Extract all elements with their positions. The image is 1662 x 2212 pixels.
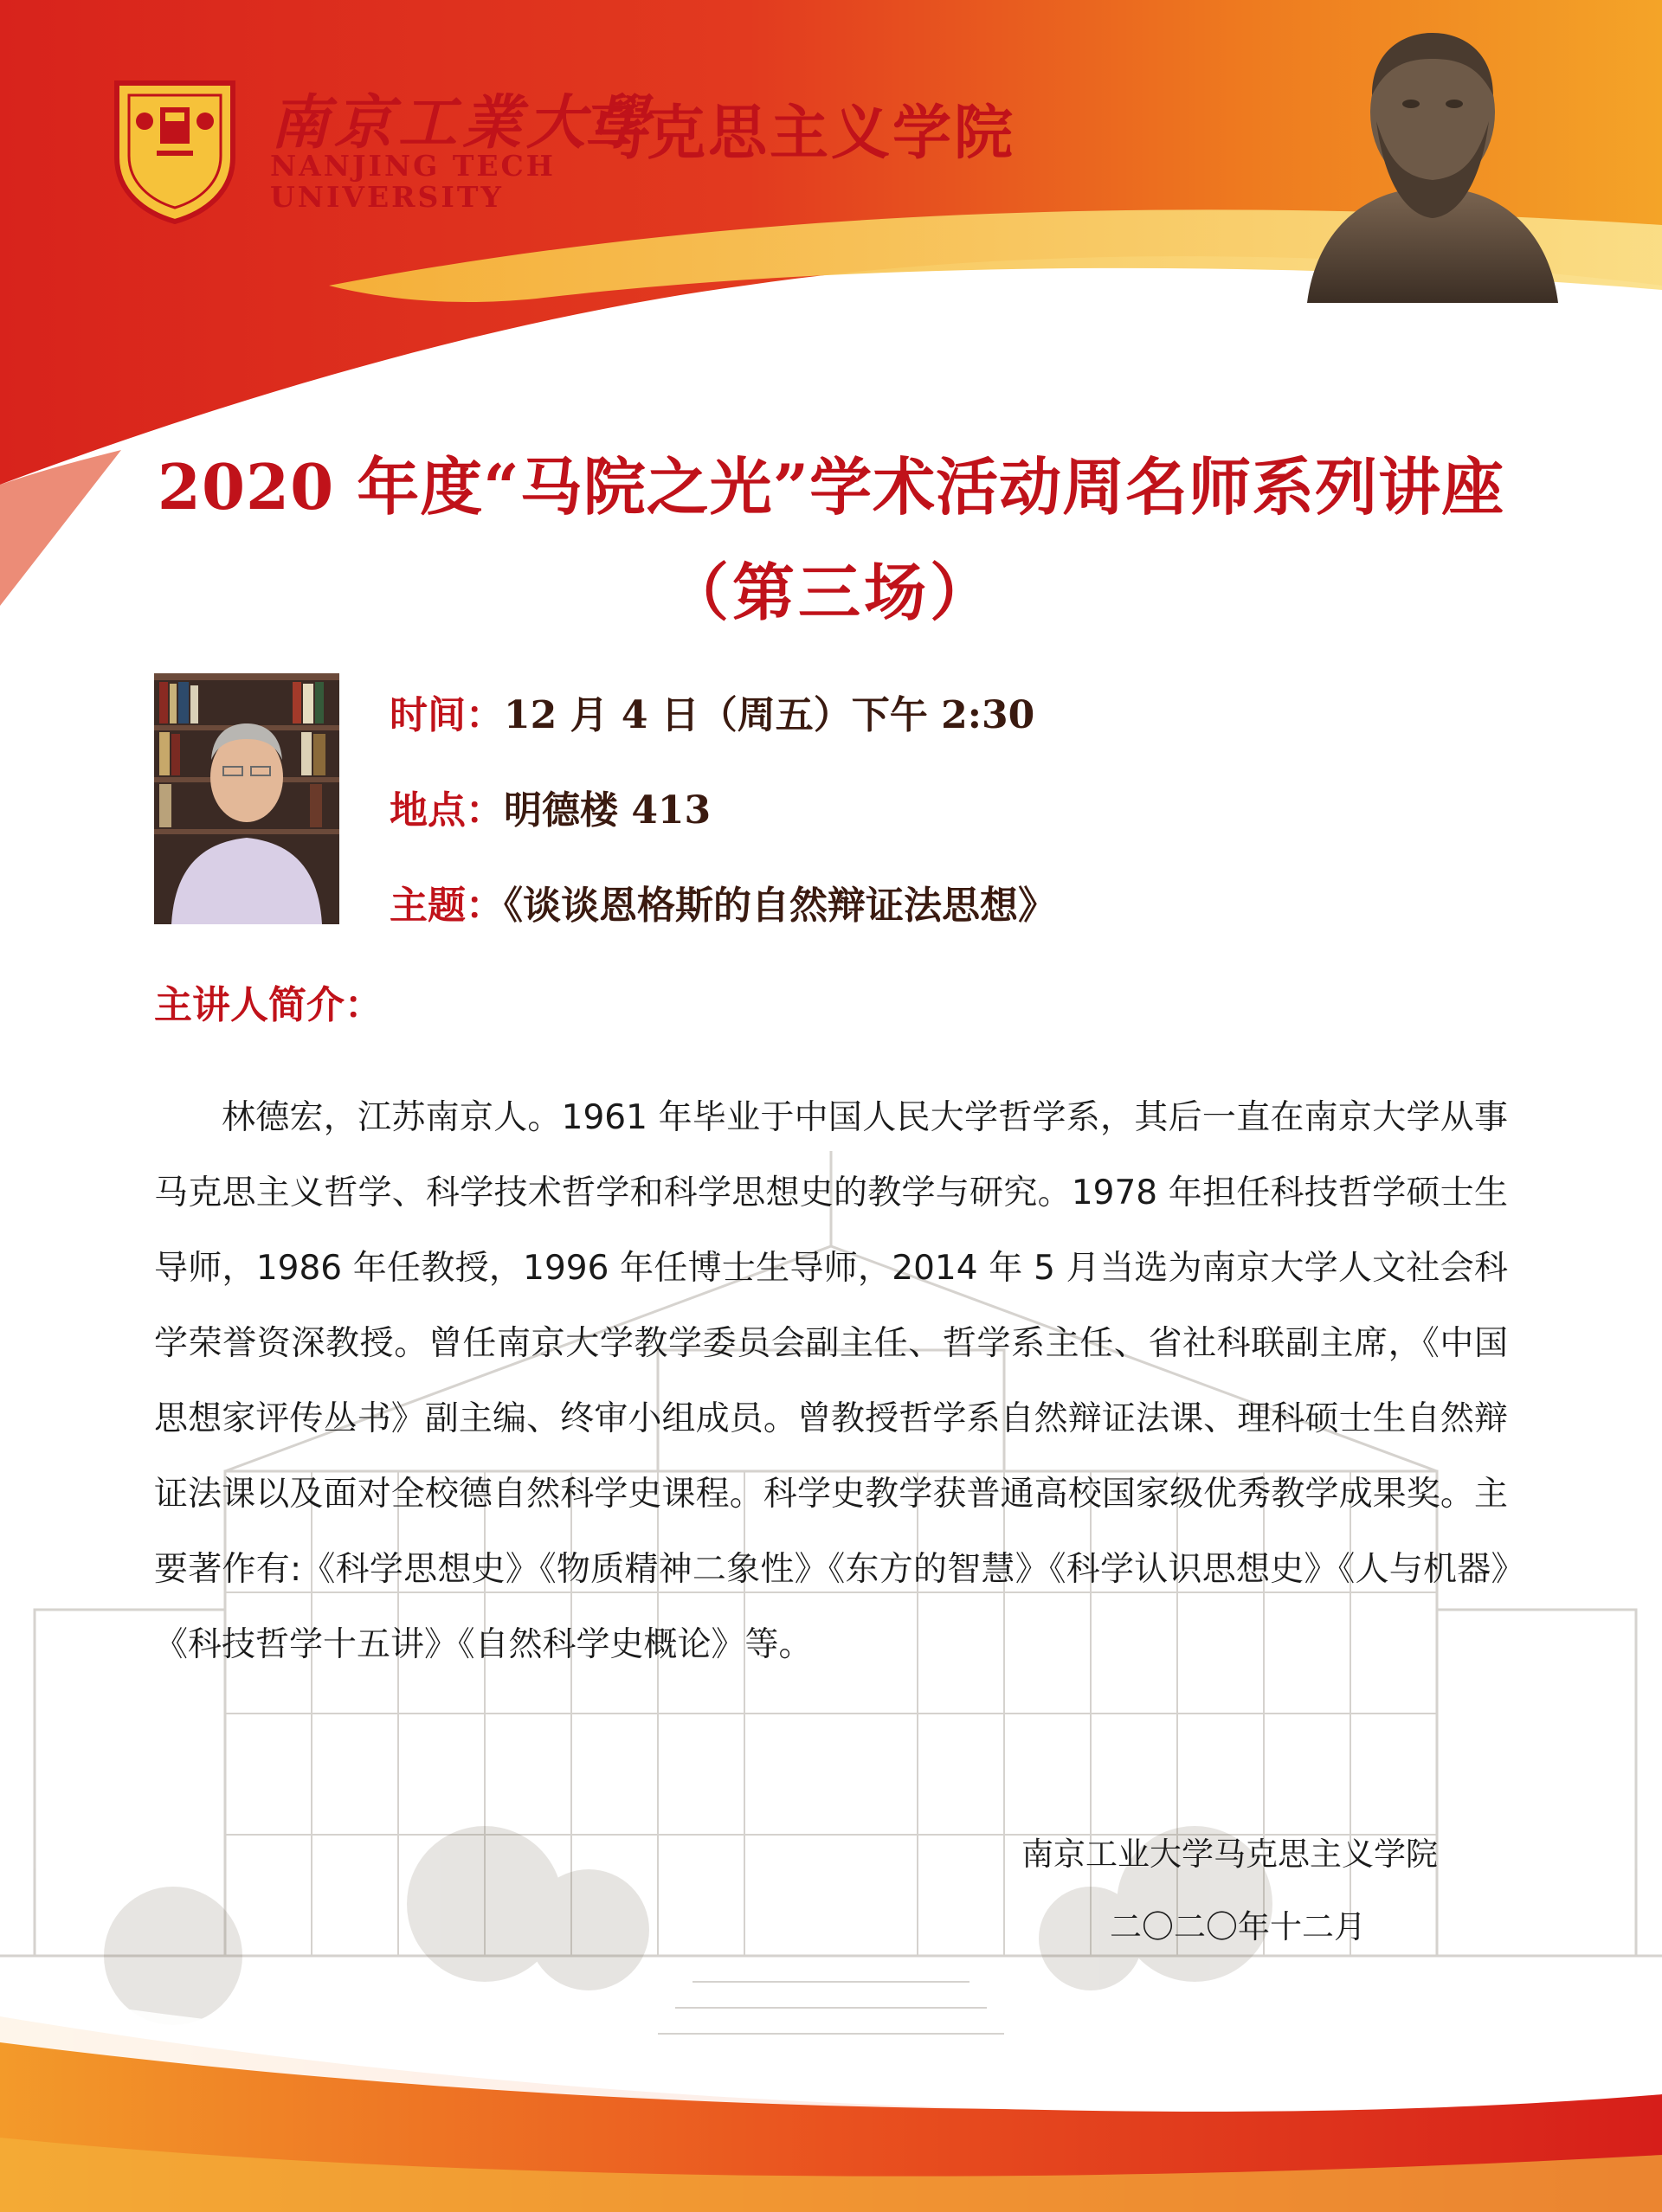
time-label: 时间： <box>390 693 504 737</box>
marx-bust-image <box>1290 17 1575 303</box>
info-topic <box>390 874 1056 929</box>
topic-value: 《谈谈恩格斯的自然辩证法思想》 <box>504 884 1056 928</box>
topic-label: 主题： <box>390 884 504 928</box>
school-name: 马克思主义学院 <box>585 100 1016 168</box>
place-value: 明德楼 413 <box>504 788 712 833</box>
speaker-biography: 林德宏，江苏南京人。1961 年毕业于中国人民大学哲学系，其后一直在南京大学从事马克思主义哲学、科学技术哲学和科学思想史的教学与研究。1978 年担任科技哲学硕士生导师，1986 年任教授，1996 年任博士生导师，2014 年 5 月当选为南京大学人文社会科学荣誉资深教授。曾任南京大学教学委员会副主任、哲学系主任、省社科联副主席，《中国思想家评传丛书》副主编、终审小组成员。曾教授哲学系自然辩证法课、理科硕士生自然辩证法课以及面对全校德自然科学史课程。科学史教学获普通高校国家级优秀教学成果奖。主要著作有:《科学思想史》《物质精神二象性》《东方的智慧》《科学认识思想史》《人与机器》《科技哲学十五讲》《自然科学史概论》等。 <box>154 1098 1508 1664</box>
lecture-session: （第三场） <box>666 556 995 629</box>
info-time <box>390 684 1034 739</box>
info-place <box>390 779 711 834</box>
university-name-cn: 南京工業大學 <box>270 88 655 158</box>
university-name-en-line2: UNIVERSITY <box>270 180 504 214</box>
signature-organization: 南京工业大学马克思主义学院 <box>1021 1836 1438 1873</box>
lecture-title: 2020 年度“马院之光”学术活动周名师系列讲座 <box>157 450 1505 524</box>
place-label: 地点： <box>390 788 504 833</box>
university-emblem <box>110 78 240 225</box>
university-name-en-line1: NANJING TECH <box>270 149 556 183</box>
speaker-intro-heading: 主讲人简介： <box>154 983 383 1027</box>
time-value: 12 月 4 日（周五）下午 2:30 <box>504 693 1035 737</box>
signature-date: 二〇二〇年十二月 <box>1110 1908 1366 1945</box>
speaker-photo <box>154 673 339 924</box>
